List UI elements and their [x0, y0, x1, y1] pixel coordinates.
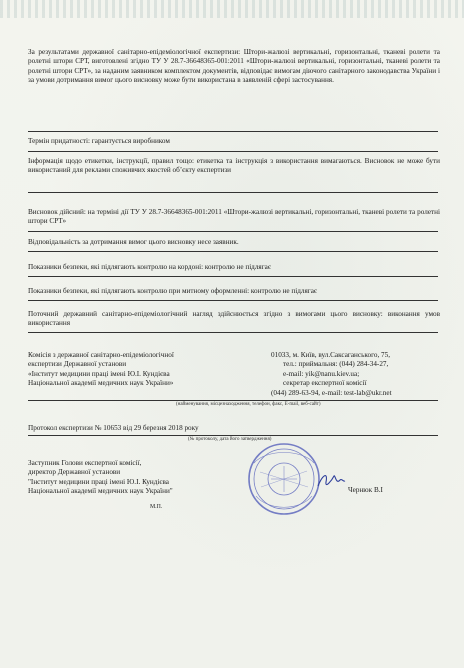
official-stamp	[246, 441, 322, 517]
customs-control-paragraph: Показники безпеки, які підлягають контролю при митному оформленні: контролю не підлягає	[28, 287, 318, 295]
signatory-line-1: Заступник Голови експертної комісії,	[28, 459, 142, 467]
separator-2	[28, 151, 438, 152]
commission-line-2: експертизи Державної установи	[28, 360, 127, 369]
signatory-line-2: директор Державної установи	[28, 468, 121, 477]
label-info-paragraph: Інформація щодо етикетки, інструкції, правил тощо: етикетка та інструкція з використання вимагаються. Висновок не може бути використаний для реклами споживчих якостей об’єкту експертизи	[28, 157, 440, 175]
separator-5	[28, 251, 438, 252]
protocol-caption: (№ протоколу, дата його затвердження)	[188, 437, 272, 442]
commission-line-4: Національної академії медичних наук України»	[28, 379, 174, 388]
commission-line-1: Комісія з державної санітарно-епідеміологічної	[28, 351, 174, 359]
separator-7	[28, 300, 438, 301]
validity-paragraph: Висновок дійсний: на терміні дії ТУ У 28.7-36648365-001:2011 «Штори-жалюзі вертикальні, горизонтальні, тканеві ролети та ролетні штори СРТ»	[28, 208, 440, 226]
shelf-life-paragraph: Термін придатності: гарантується виробником	[28, 137, 170, 145]
commission-line-3: «Інститут медицини праці імені Ю.І. Кундієва	[28, 369, 170, 378]
separator-4	[28, 231, 438, 232]
signatory-line-3: "Інститут медицини праці імені Ю.І. Кундієва	[28, 477, 169, 486]
separator-3	[28, 192, 438, 193]
address-line: 01033, м. Київ, вул.Саксаганського, 75,	[271, 351, 391, 359]
separator-6	[28, 276, 438, 277]
secretary-contact-line: (044) 289-63-94, e-mail: test-lab@ukr.net	[271, 388, 392, 397]
email-line: e-mail: yik@nanu.kiev.ua;	[283, 369, 360, 378]
phone-line: тел.: приймальня: (044) 284-34-27,	[283, 360, 389, 369]
protocol-line: Протокол експертизи № 10653 від 29 березня 2018 року	[28, 424, 199, 432]
secretary-line: секретар експертної комісії	[283, 379, 367, 388]
decorative-pattern-band	[0, 0, 464, 18]
commission-contacts	[271, 351, 451, 398]
supervision-paragraph: Поточний державний санітарно-епідеміологічний нагляд здійснюється згідно з вимогами цього висновку: виконання умов використання	[28, 310, 440, 328]
handwritten-signature	[316, 468, 346, 494]
responsibility-paragraph: Відповідальність за дотримання вимог цього висновку несе заявник.	[28, 238, 239, 246]
separator-8	[28, 332, 438, 333]
commission-name	[28, 351, 253, 389]
signatory-line-4: Національної академії медичних наук України"	[28, 487, 173, 496]
signer-name: Чернюк В.І	[348, 486, 383, 494]
separator-1	[28, 131, 438, 132]
separator-9	[28, 400, 438, 401]
border-control-paragraph: Показники безпеки, які підлягають контролю на кордоні: контролю не підлягає	[28, 263, 271, 271]
expertise-result-paragraph: За результатами державної санітарно-епідеміологічної експертизи: Штори-жалюзі вертикальні, горизонтальні, тканеві ролети та ролетні штори СРТ, виготовлені згідно ТУ У 28.7-36648365-001:2011 «Штори-жалюзі вертикальні, горизонтальні, тканеві ролети та ролетні штори СРТ», за наданим заявником комплектом документів, відповідає вимогам діючого санітарного законодавства України і за умови дотримання вимог цього висновку може бути використана в заявленій сфері застосування.	[28, 48, 440, 85]
mp-label: М.П.	[150, 504, 163, 510]
separator-10	[28, 435, 438, 436]
signatory-title	[28, 459, 258, 497]
commission-caption: (найменування, місцезнаходження, телефон, факс, E-mail, веб-сайт)	[176, 402, 321, 407]
